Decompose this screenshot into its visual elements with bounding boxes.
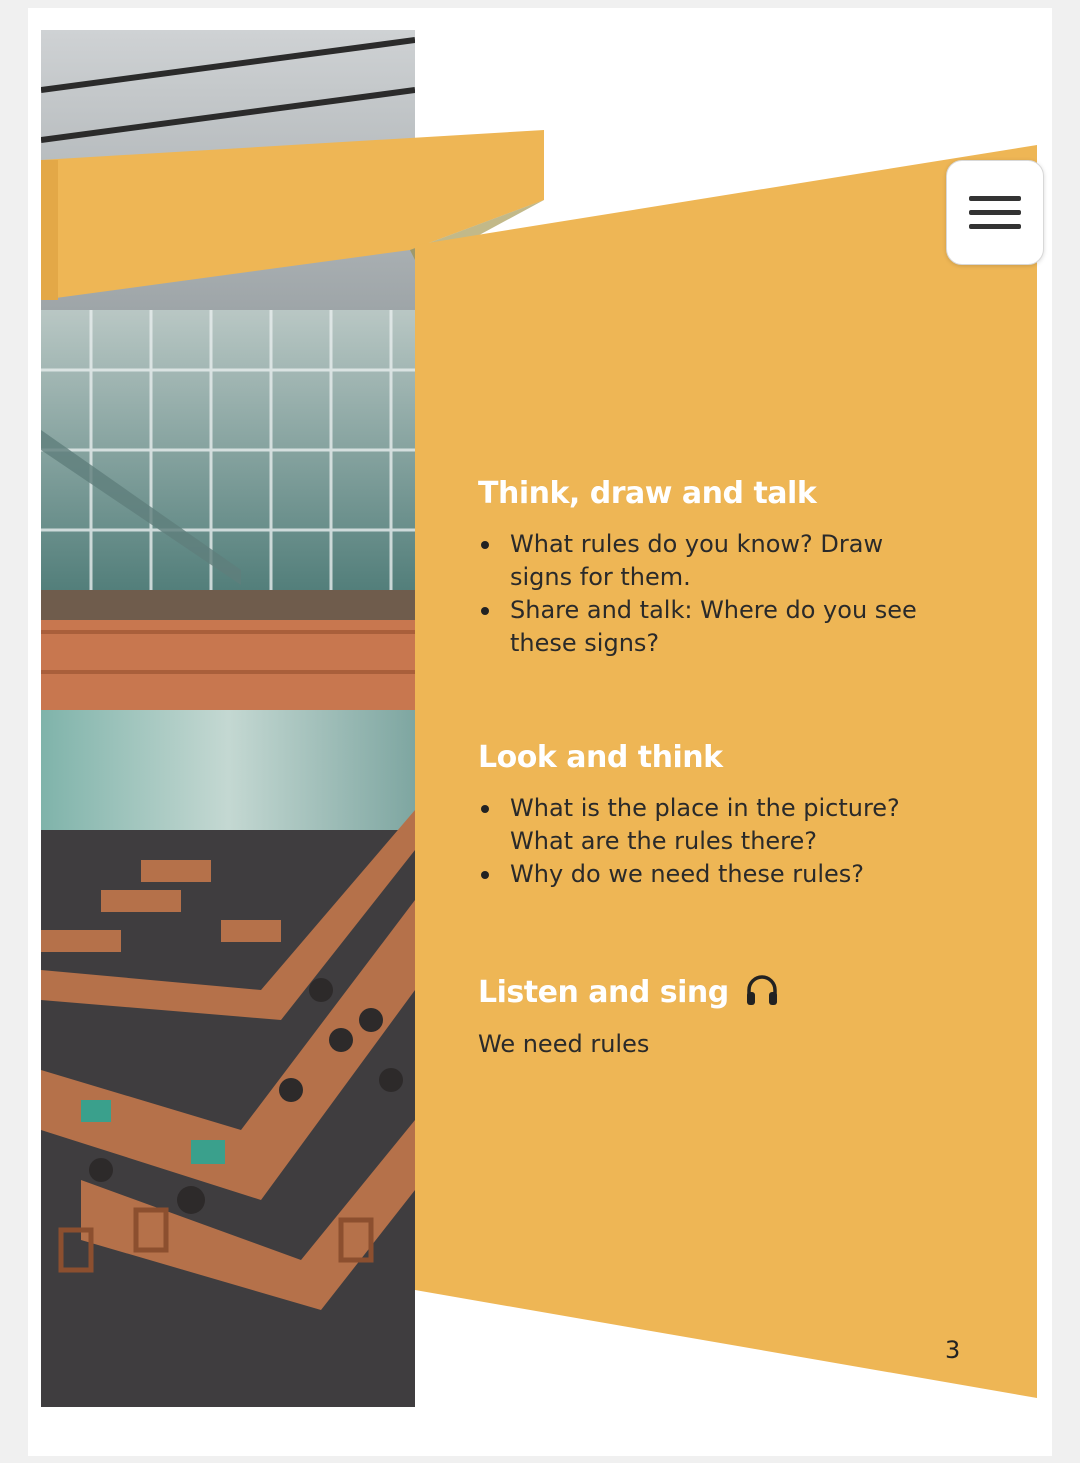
list-item: Why do we need these rules? [478,858,948,891]
page-number: 3 [945,1336,961,1364]
think-draw-talk-list [478,528,948,660]
menu-button[interactable] [946,160,1044,265]
section-title-look-and-think: Look and think [478,740,723,775]
hamburger-menu-icon [969,187,1021,238]
look-and-think-list [478,792,948,891]
section-title-think-draw-talk: Think, draw and talk [478,476,817,511]
headphones-icon[interactable] [744,972,780,1012]
list-item: Share and talk: Where do you see these signs? [478,594,948,660]
list-item: What rules do you know? Draw signs for them. [478,528,948,594]
list-item: What is the place in the picture? What are the rules there? [478,792,948,858]
song-title: We need rules [478,1030,650,1058]
section-title-listen-and-sing: Listen and sing [478,975,729,1010]
